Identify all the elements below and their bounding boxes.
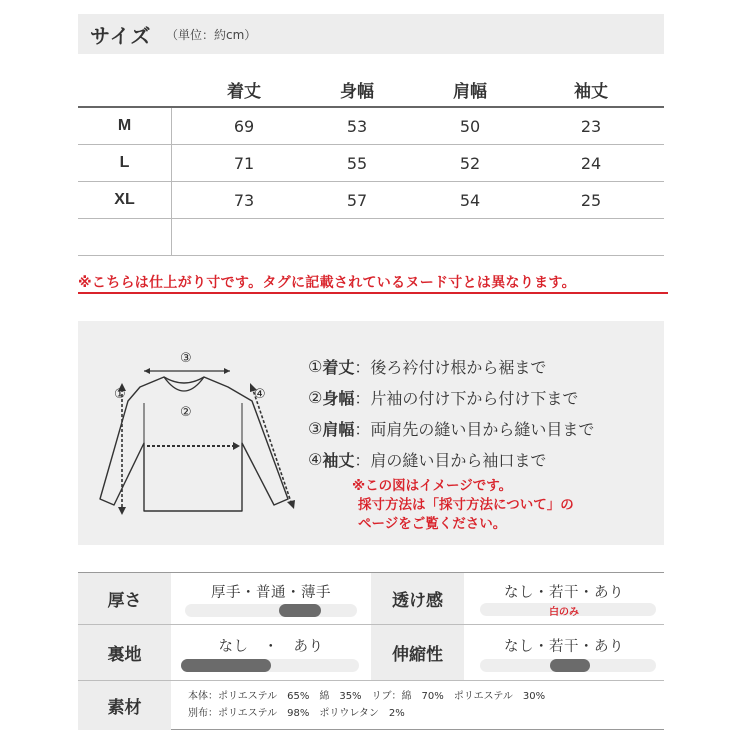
stretch-scale [464,625,664,680]
transparency-label: 透け感 [371,573,464,624]
table-cell: 50 [459,116,481,136]
col-header: 身幅 [340,81,374,102]
measurement-guide [78,321,664,545]
size-header [78,14,664,54]
attribute-table [78,572,664,730]
lining-label: 裏地 [78,625,171,680]
size-label: XL [114,191,135,208]
stretch-label: 伸縮性 [371,625,464,680]
col-header: 着丈 [227,81,261,102]
marker-4: ④ [254,387,266,402]
thickness-label: 厚さ [78,573,171,624]
col-header: 袖丈 [574,81,608,102]
table-cell: 73 [233,190,255,210]
size-table [78,72,664,256]
table-cell: 24 [580,153,602,173]
attribute-row [78,681,664,730]
lining-indicator [181,659,271,672]
guide-note: ※この図はイメージです。 採寸方法は「採寸方法について」の ページをご覧ください。 [352,478,574,532]
lining-scale [171,625,371,680]
list-item: ② 身幅 ：片袖の付け下から付け下まで [308,388,579,408]
size-title: サイズ [90,24,152,48]
table-cell: 69 [233,116,255,136]
table-cell: 54 [459,190,481,210]
shirt-diagram-icon [92,343,302,533]
marker-3: ③ [180,351,192,366]
marker-2: ② [180,405,192,420]
transparency-sub-note: 白のみ [549,607,579,618]
attribute-row [78,573,664,625]
list-item: ③ 肩幅 ：両肩先の縫い目から縫い目まで [308,419,595,439]
table-row [78,108,664,145]
table-cell: 52 [459,153,481,173]
thickness-indicator [279,604,321,617]
size-label: L [119,154,130,171]
unit-label: （単位：約cm） [166,28,257,42]
thickness-options: 厚手・普通・薄手 [211,585,331,601]
list-item: ① 着丈 ：後ろ衿付け根から裾まで [308,357,547,377]
table-row-empty [78,219,664,256]
table-cell: 23 [580,116,602,136]
table-cell: 25 [580,190,602,210]
attribute-row [78,625,664,681]
size-table-header [78,72,664,108]
table-cell: 57 [346,190,368,210]
stretch-options: なし・若干・あり [504,639,624,655]
stretch-indicator [550,659,590,672]
size-label: M [117,117,132,134]
table-cell: 71 [233,153,255,173]
table-cell: 55 [346,153,368,173]
col-header: 肩幅 [453,81,487,102]
table-row [78,182,664,219]
list-item: ④ 袖丈 ：肩の縫い目から袖口まで [308,450,547,470]
size-note: ※こちらは仕上がり寸です。タグに記載されているヌード寸とは異なります。 [78,275,576,291]
table-cell: 53 [346,116,368,136]
marker-1: ① [114,387,126,402]
size-note-underline [78,292,668,294]
material-text: 本体：ポリエステル 65% 綿 35% リブ：綿 70% ポリエステル 30% 別布：ポリエステル 98% ポリウレタン 2% [188,691,546,719]
measurement-list [308,351,594,475]
transparency-scale [464,573,664,624]
material-label: 素材 [78,681,171,730]
transparency-options: なし・若干・あり [504,585,624,601]
thickness-scale [171,573,371,624]
thickness-track [185,604,357,617]
lining-options: なし ・ あり [218,639,324,655]
table-row [78,145,664,182]
